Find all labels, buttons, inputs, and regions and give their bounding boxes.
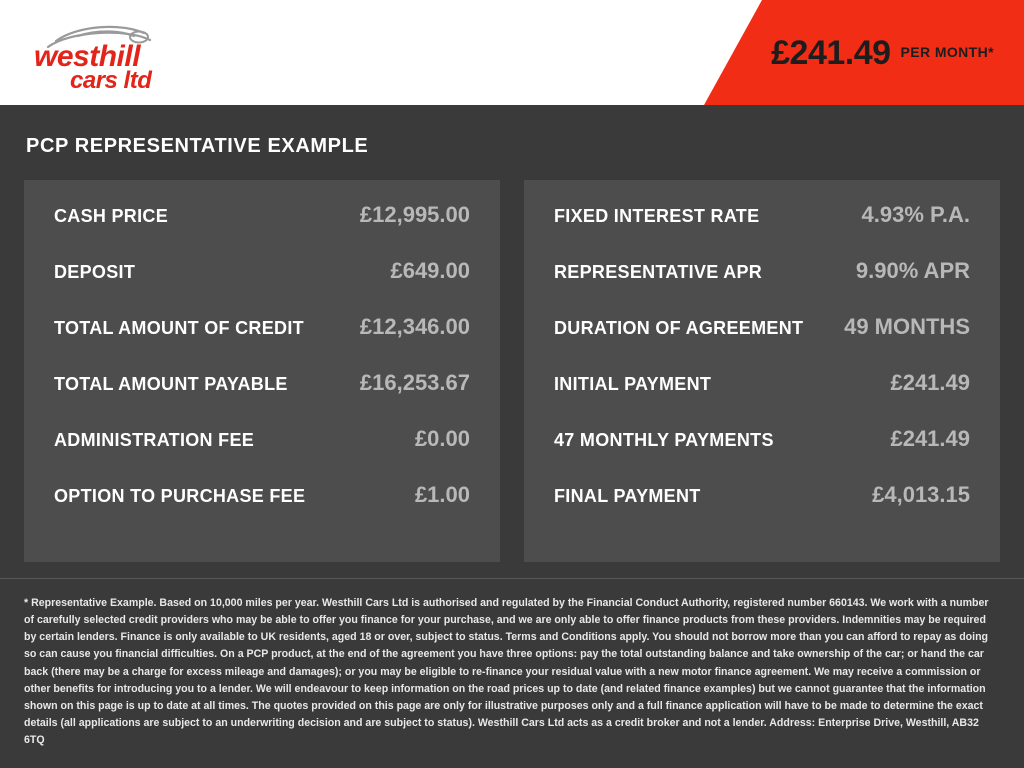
- row-value: £16,253.67: [359, 370, 470, 395]
- row-label: REPRESENTATIVE APR: [554, 262, 763, 282]
- table-row: [54, 426, 470, 482]
- table-row: [554, 370, 970, 426]
- right-finance-panel: [524, 180, 1000, 562]
- row-label: 47 MONTHLY PAYMENTS: [554, 430, 774, 450]
- row-label: TOTAL AMOUNT PAYABLE: [54, 374, 288, 394]
- row-value: 9.90% APR: [855, 258, 970, 283]
- row-label: INITIAL PAYMENT: [554, 374, 712, 394]
- table-row: [554, 202, 970, 258]
- table-row: [54, 370, 470, 426]
- row-value: 4.93% P.A.: [861, 202, 970, 227]
- row-label: DEPOSIT: [54, 262, 136, 282]
- page-header: [0, 0, 1024, 105]
- row-value: £649.00: [390, 258, 470, 283]
- row-value: £241.49: [890, 370, 970, 395]
- row-value: £4,013.15: [872, 482, 970, 507]
- representative-example-disclaimer: * Representative Example. Based on 10,000 miles per year. Westhill Cars Ltd is authorised and regulated by the Financial Conduct Authority, registered number 660143. We work with a number of carefully selected credit providers who may be able to offer you finance for your purchase, and we are only able to offer finance products from these providers. Indemnities may be required by certain lenders. Finance is only available to UK residents, aged 18 or over, subject to status. Terms and Conditions apply. You should not borrow more than you can afford to repay as doing so can cause you financial difficulties. On a PCP product, at the end of the agreement you have three options: pay the total outstanding balance and take ownership of the car; or hand the car back (there may be a charge for excess mileage and damages); or you may be eligible to re-finance your residual value with a new motor finance agreement. We may receive a commission or other benefits for introducing you to a lender. We will endeavour to keep information on the road prices up to date (and related finance examples) but we cannot guarantee that the information shown on this page is up to date at all times. The quotes provided on this page are only for illustrative purposes only and a full finance application will have to be made to determine the exact details (all applications are subject to an underwriting decision and are subject to status). Westhill Cars Ltd acts as a credit broker and not a lender. Address: Enterprise Drive, Westhill, AB32 6TQ: [0, 578, 1024, 759]
- row-value: £1.00: [414, 482, 470, 507]
- page-title: PCP REPRESENTATIVE EXAMPLE: [26, 135, 369, 157]
- row-value: £12,346.00: [359, 314, 470, 339]
- left-finance-panel: [24, 180, 500, 562]
- svg-text:cars ltd: cars ltd: [70, 67, 152, 92]
- row-value: £0.00: [414, 426, 470, 451]
- table-row: [54, 314, 470, 370]
- row-label: OPTION TO PURCHASE FEE: [54, 486, 306, 506]
- row-value: 49 MONTHS: [844, 314, 970, 339]
- row-label: ADMINISTRATION FEE: [54, 430, 255, 450]
- table-row: [554, 314, 970, 370]
- table-row: [554, 258, 970, 314]
- row-value: £241.49: [890, 426, 970, 451]
- table-row: [554, 426, 970, 482]
- row-label: CASH PRICE: [54, 206, 169, 226]
- monthly-price-value: £241.49: [771, 33, 891, 72]
- table-row: [54, 482, 470, 538]
- row-label: FINAL PAYMENT: [554, 486, 701, 506]
- row-label: TOTAL AMOUNT OF CREDIT: [54, 318, 304, 338]
- row-label: DURATION OF AGREEMENT: [554, 318, 804, 338]
- table-row: [54, 202, 470, 258]
- row-value: £12,995.00: [359, 202, 470, 227]
- table-row: [54, 258, 470, 314]
- monthly-price-suffix: PER MONTH*: [900, 43, 994, 60]
- svg-text:westhill: westhill: [34, 40, 141, 73]
- table-row: [554, 482, 970, 538]
- monthly-price-block: [771, 0, 994, 105]
- row-label: FIXED INTEREST RATE: [554, 206, 760, 226]
- finance-details-panels: [0, 158, 1024, 562]
- westhill-cars-logo: [18, 14, 228, 92]
